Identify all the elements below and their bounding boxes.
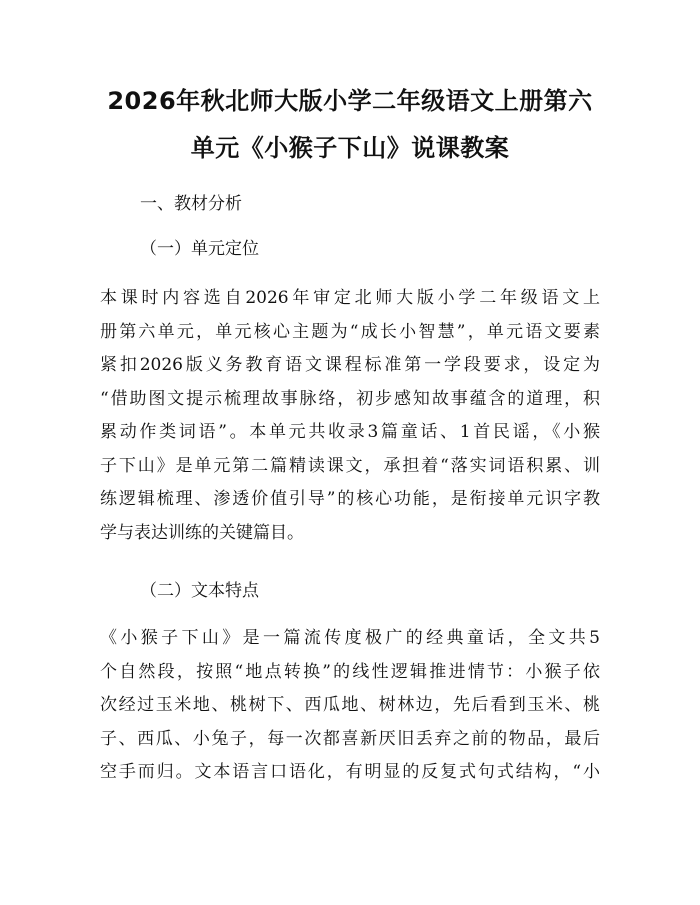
paragraph-line: 学与表达训练的关键篇目。 — [100, 522, 304, 543]
subsection-heading-text-features: （二）文本特点 — [140, 581, 259, 601]
paragraph-text-features — [100, 622, 600, 790]
paragraph-line: 《小猴子下山》是一篇流传度极广的经典童话，全文共5 — [100, 628, 600, 648]
paragraph-line: 紧扣2026版义务教育语文课程标准第一学段要求，设定为 — [100, 355, 600, 375]
section-heading-textbook-analysis: 一、教材分析 — [140, 194, 242, 214]
paragraph-line: “借助图文提示梳理故事脉络，初步感知故事蕴含的道理，积 — [100, 388, 600, 409]
paragraph-line: 子下山》是单元第二篇精读课文，承担着“落实词语积累、训 — [100, 455, 600, 476]
paragraph-line: 累动作类词语”。本单元共收录3篇童话、1首民谣，《小猴 — [100, 422, 600, 442]
subsection-heading-unit-positioning: （一）单元定位 — [140, 239, 259, 259]
paragraph-line: 次经过玉米地、桃树下、西瓜地、树林边，先后看到玉米、桃 — [100, 695, 600, 715]
paragraph-line: 本课时内容选自2026年审定北师大版小学二年级语文上 — [100, 288, 600, 308]
document-title-line-2: 单元《小猴子下山》说课教案 — [190, 134, 510, 162]
paragraph-line: 空手而归。文本语言口语化，有明显的反复式句式结构，“小 — [100, 762, 600, 782]
paragraph-unit-positioning — [100, 282, 600, 550]
paragraph-line: 册第六单元，单元核心主题为“成长小智慧”，单元语文要素 — [100, 321, 600, 342]
paragraph-line: 个自然段，按照“地点转换”的线性逻辑推进情节：小猴子依 — [100, 661, 600, 682]
document-title-line-1: 2026年秋北师大版小学二年级语文上册第六 — [107, 87, 593, 115]
paragraph-line: 子、西瓜、小兔子，每一次都喜新厌旧丢弃之前的物品，最后 — [100, 728, 600, 749]
paragraph-line: 练逻辑梳理、渗透价值引导”的核心功能，是衔接单元识字教 — [100, 489, 600, 509]
